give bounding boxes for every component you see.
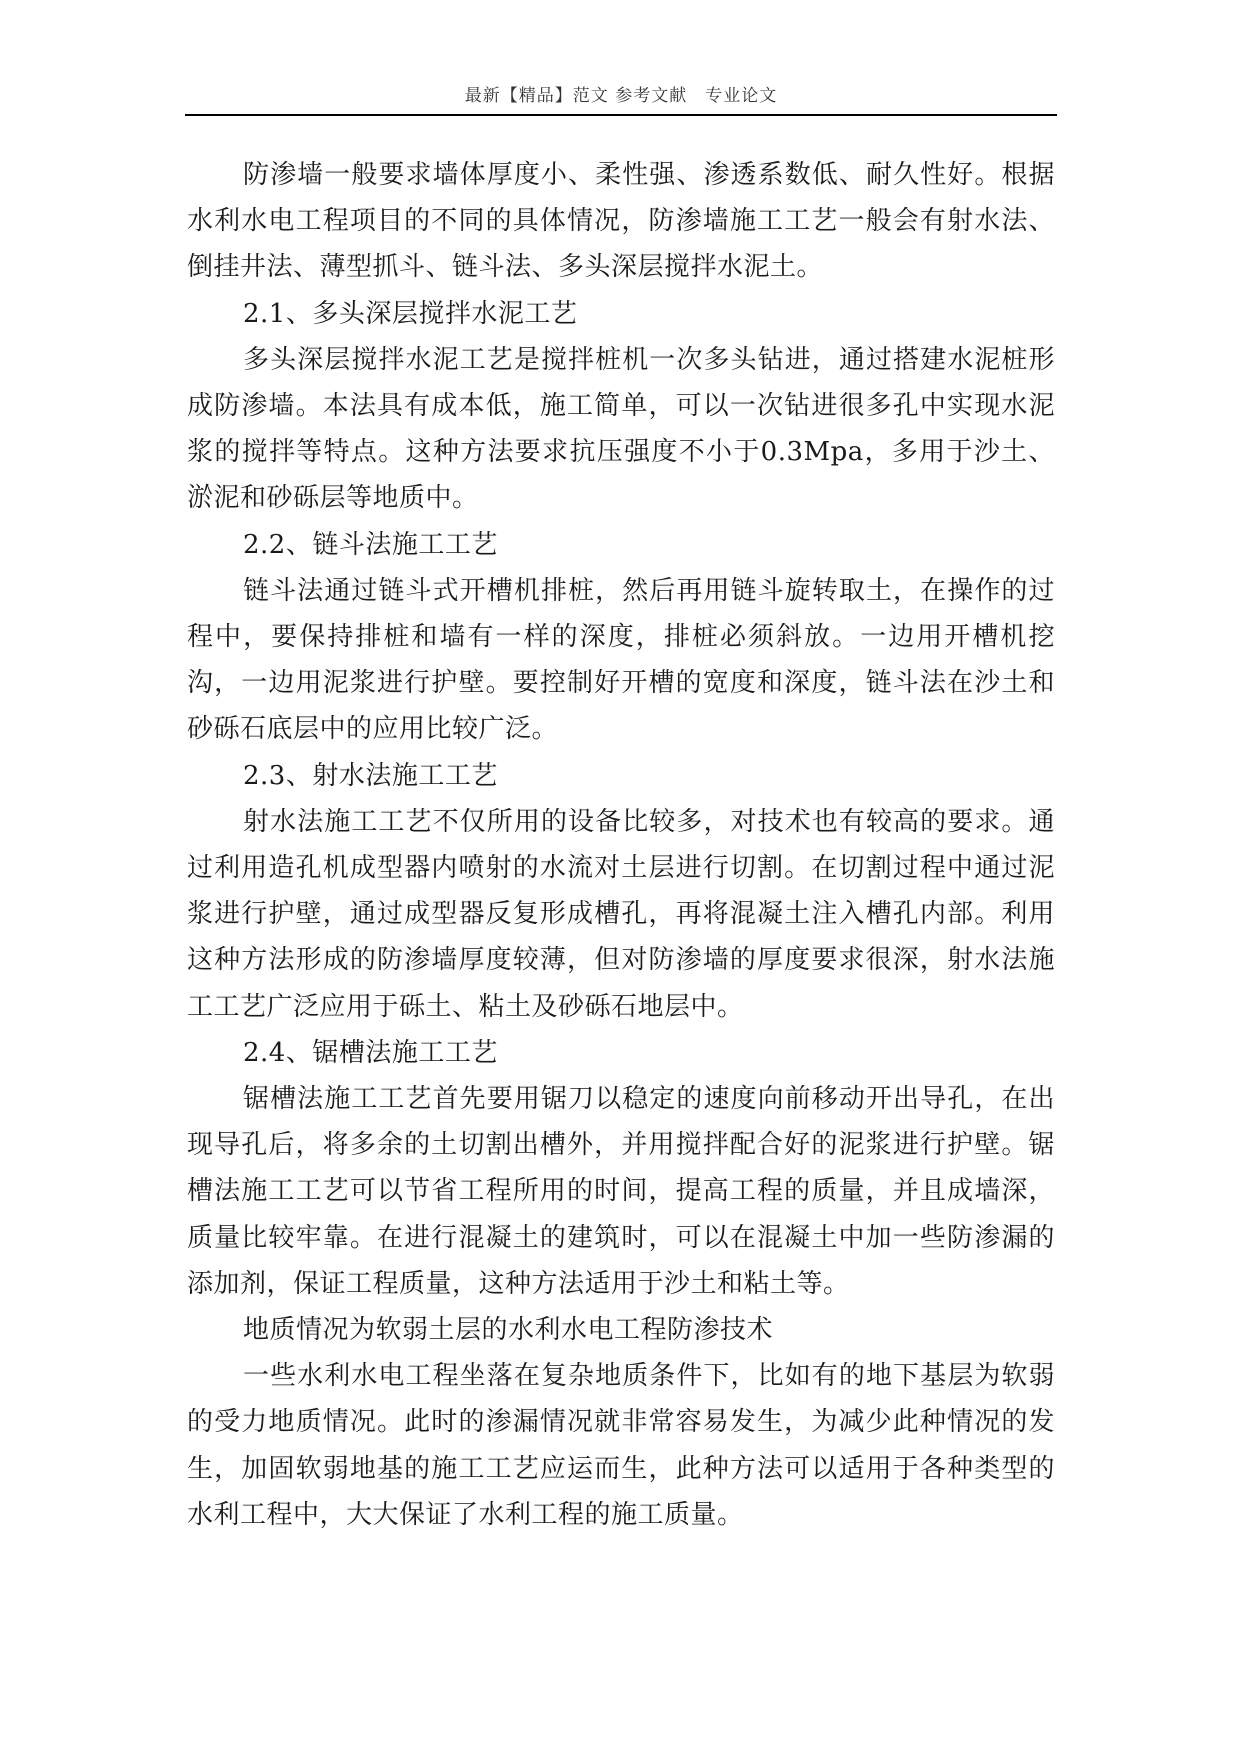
paragraph-2-2: 链斗法通过链斗式开槽机排桩，然后再用链斗旋转取土，在操作的过程中，要保持排桩和墙有一样的深度，排桩必须斜放。一边用开槽机挖沟，一边用泥浆进行护壁。要控制好开槽的宽度和深度，链斗法在沙土和砂砾石底层中的应用比较广泛。 xyxy=(187,575,1055,745)
section-heading-2-2: 2.2、链斗法施工工艺 xyxy=(243,529,498,560)
paragraph-2-4: 锯槽法施工工艺首先要用锯刀以稳定的速度向前移动开出导孔，在出现导孔后，将多余的土切割出槽外，并用搅拌配合好的泥浆进行护壁。锯槽法施工工艺可以节省工程所用的时间，提高工程的质量，并且成墙深，质量比较牢靠。在进行混凝土的建筑时，可以在混凝土中加一些防渗漏的添加剂，保证工程质量，这种方法适用于沙土和粘土等。 xyxy=(187,1084,1055,1299)
section-heading-2-4: 2.4、锯槽法施工工艺 xyxy=(243,1037,498,1068)
document-body xyxy=(187,152,1055,1538)
paragraph-intro: 防渗墙一般要求墙体厚度小、柔性强、渗透系数低、耐久性好。根据水利水电工程项目的不同的具体情况，防渗墙施工工艺一般会有射水法、倒挂井法、薄型抓斗、链斗法、多头深层搅拌水泥土。 xyxy=(187,160,1055,283)
page-header: 最新【精品】范文 参考文献 专业论文 xyxy=(464,86,778,106)
paragraph-soft-soil: 一些水利水电工程坐落在复杂地质条件下，比如有的地下基层为软弱的受力地质情况。此时的渗漏情况就非常容易发生，为减少此种情况的发生，加固软弱地基的施工工艺应运而生，此种方法可以适用于各种类型的水利工程中，大大保证了水利工程的施工质量。 xyxy=(187,1361,1055,1530)
section-heading-2-3: 2.3、射水法施工工艺 xyxy=(243,760,498,791)
section-heading-soft-soil: 地质情况为软弱土层的水利水电工程防渗技术 xyxy=(243,1315,774,1346)
section-heading-2-1: 2.1、多头深层搅拌水泥工艺 xyxy=(243,298,578,329)
paragraph-2-3: 射水法施工工艺不仅所用的设备比较多，对技术也有较高的要求。通过利用造孔机成型器内喷射的水流对土层进行切割。在切割过程中通过泥浆进行护壁，通过成型器反复形成槽孔，再将混凝土注入槽孔内部。利用这种方法形成的防渗墙厚度较薄，但对防渗墙的厚度要求很深，射水法施工工艺广泛应用于砾土、粘土及砂砾石地层中。 xyxy=(187,806,1055,1022)
paragraph-2-1: 多头深层搅拌水泥工艺是搅拌桩机一次多头钻进，通过搭建水泥桩形成防渗墙。本法具有成本低，施工简单，可以一次钻进很多孔中实现水泥浆的搅拌等特点。这种方法要求抗压强度不小于0.3Mpa，多用于沙土、淤泥和砂砾层等地质中。 xyxy=(187,344,1055,514)
header-divider xyxy=(185,114,1057,116)
